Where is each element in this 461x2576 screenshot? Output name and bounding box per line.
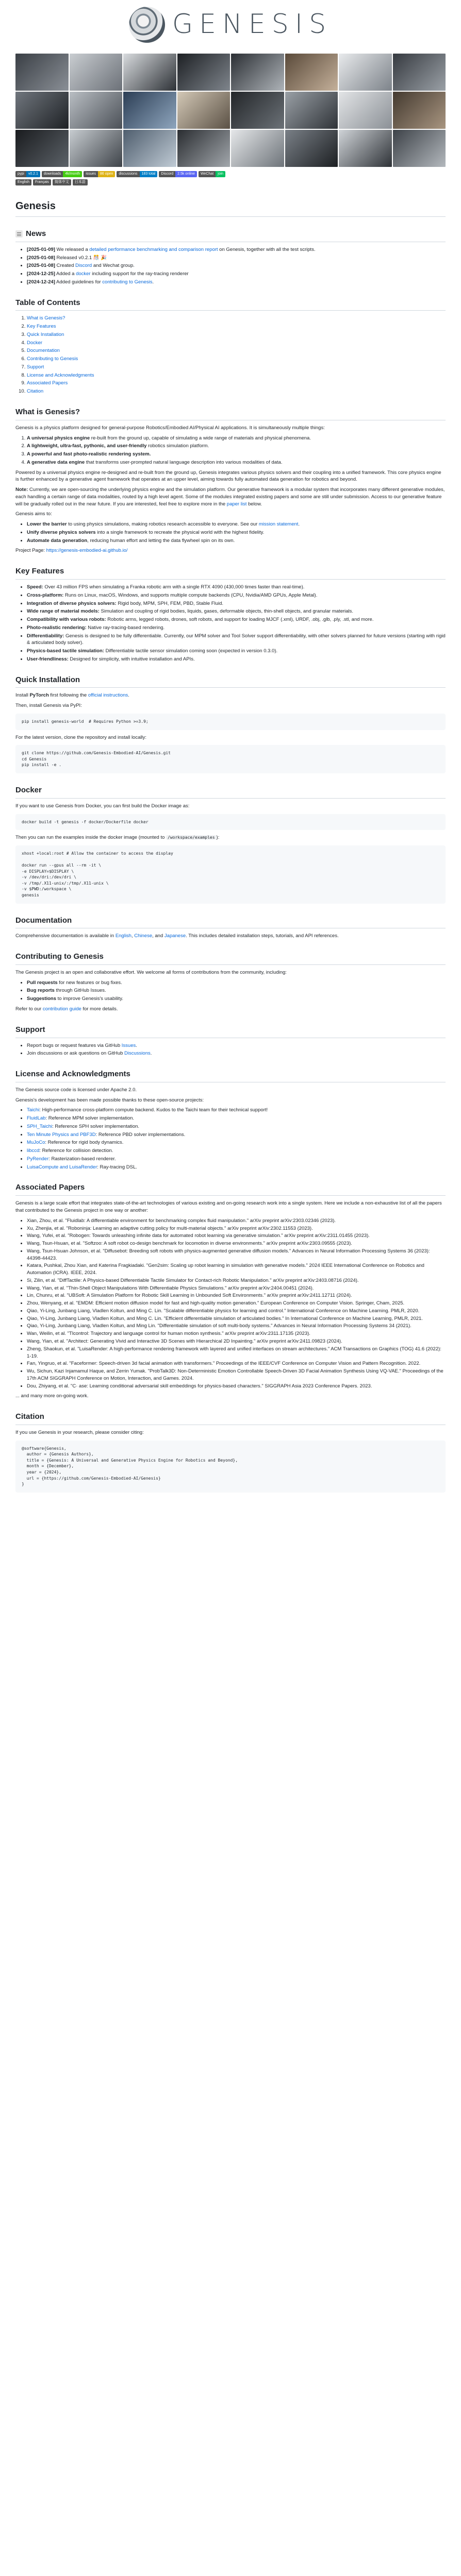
toc-link[interactable]: Support	[27, 364, 44, 370]
support-text: Join discussions or ask questions on GitHub	[27, 1050, 125, 1057]
status-badge[interactable]	[199, 171, 225, 177]
ack-project-link[interactable]: libccd	[27, 1148, 40, 1154]
aims-intro: Genesis aims to:	[15, 511, 52, 517]
aim-text: .	[298, 521, 300, 528]
badge-value: v0.2.1	[26, 171, 40, 177]
feature-item	[27, 656, 446, 663]
docker-heading: Docker	[15, 785, 446, 799]
aim-text: to using physics simulations, making robotics research accessible to everyone. See our	[67, 521, 259, 528]
features-list	[15, 584, 446, 663]
aim-text: into a single framework to recreate the physical world with the highest fidelity.	[95, 529, 265, 535]
toc-item	[27, 388, 446, 395]
feature-item	[27, 592, 446, 599]
what-note	[15, 486, 446, 507]
paper-item: • Qiao, Yi-Ling, Junbang Liang, Vladlen Koltun, and Ming C. Lin. "Efficient differentiable simulation of articulated bodies." In International Conference on Machine Learning, PMLR, 2021.	[27, 1315, 446, 1323]
contrib-text: to improve Genesis's usability.	[56, 996, 123, 1002]
ack-text: : Rasterization-based renderer.	[48, 1156, 116, 1162]
ack-text: : High-performance cross-platform compute backend. Kudos to the Taichi team for their technical support!	[39, 1107, 268, 1113]
ack-item	[27, 1139, 446, 1146]
badge-row	[15, 171, 446, 177]
toc-link[interactable]: Associated Papers	[27, 380, 68, 386]
ack-item	[27, 1107, 446, 1114]
docs-heading: Documentation	[15, 915, 446, 929]
ack-project-link[interactable]: SPH_Taichi	[27, 1123, 53, 1129]
genesis-logo	[15, 0, 446, 49]
paper-item: • Lin, Chunru, et al. "UBSoft: A Simulation Platform for Robotic Skill Learning in Unbounded Soft Environments." arXiv preprint arXiv:2411.12711 (2024).	[27, 1292, 446, 1299]
what-point-title: A generative data engine	[27, 459, 85, 465]
support-item	[27, 1050, 446, 1057]
badge-value: 86 open	[98, 171, 115, 177]
paper-item: • Zheng, Shaokun, et al. "LuisaRender: A high-performance rendering framework with layered and unified interfaces on stream architectures." ACM Transactions on Graphics (TOG) 41.6 (2022): 1-19.	[27, 1346, 446, 1360]
gallery-image	[177, 54, 230, 91]
ack-list	[15, 1107, 446, 1171]
language-links	[15, 179, 446, 185]
news-text: Released v0.2.1 🎊 🎉	[55, 255, 107, 261]
feature-title: Photo-realistic rendering:	[27, 624, 87, 631]
news-text: including support for the ray-tracing renderer	[90, 271, 189, 277]
feature-item	[27, 584, 446, 591]
what-point	[27, 443, 446, 450]
feature-text: Over 43 million FPS when simulating a Franka robotic arm with a single RTX 4090 (430,000 times faster than real-time).	[43, 584, 305, 590]
ack-project-link[interactable]: FluidLab	[27, 1115, 46, 1122]
workspace-path: /workspace/examples	[166, 835, 217, 840]
install-text: first following the	[48, 692, 88, 699]
bibtex-code[interactable]: @software{Genesis, author = {Genesis Authors}, title = {Genesis: A Universal and Generative Physics Engine for Robotics and Beyond}, month = {December}, year = {2024}, url = {https://github.com/Genesis-Embodied-AI/Genesis} }	[15, 1440, 446, 1493]
contrib-text: for new features or bug fixes.	[57, 979, 122, 986]
support-text: .	[136, 1042, 137, 1048]
contribution-guide-link[interactable]: contribution guide	[42, 1006, 81, 1012]
news-link[interactable]: detailed performance benchmarking and comparison report	[89, 246, 218, 252]
news-text: Created	[55, 263, 75, 269]
papers-list	[15, 1217, 446, 1390]
feature-item	[27, 648, 446, 655]
toc-item	[27, 380, 446, 387]
contrib-title: Suggestions	[27, 996, 57, 1002]
what-point	[27, 435, 446, 442]
news-date: [2025-01-09]	[27, 246, 55, 252]
contrib-text: for more details.	[81, 1006, 118, 1012]
gallery-image	[177, 92, 230, 129]
docs-paragraph	[15, 933, 446, 940]
ack-item	[27, 1131, 446, 1139]
badge-value: join	[216, 171, 225, 177]
toc-link[interactable]: Docker	[27, 340, 43, 346]
toc-item	[27, 372, 446, 379]
note-text: Currently, we are open-sourcing the underlying physics engine and the simulation platform. Our generative framework is a modular system that incorporates many different generative modules, each handling a certain range of data modalities, routed by a high level agent. Some of the modules integrated existing papers and some are still under submission. Access to our generative feature will be gradually rolled out in the near future. If you are interested, feel free to explore more in the	[15, 487, 445, 507]
news-list	[15, 246, 446, 286]
toc-item	[27, 340, 446, 347]
status-badge[interactable]	[84, 171, 115, 177]
contrib-item	[27, 987, 446, 994]
contrib-title: Pull requests	[27, 979, 58, 986]
aim-title: Automate data generation	[27, 537, 88, 544]
news-item	[27, 279, 446, 286]
contrib-item	[27, 995, 446, 1003]
support-list	[15, 1042, 446, 1058]
badge-label: Discord	[159, 171, 175, 177]
paper-item: • Katara, Pushkal, Zhou Xian, and Katerina Fragkiadaki. "Gen2sim: Scaling up robot learning in simulation with generative models." 2024 IEEE International Conference on Robotics and Automation (ICRA). IEEE, 2024.	[27, 1262, 446, 1277]
news-text: .	[152, 279, 154, 285]
ack-text: : Reference for rigid body dynamics.	[45, 1140, 124, 1146]
gallery-image	[285, 54, 338, 91]
gallery-image	[339, 54, 392, 91]
news-date: [2025-01-08]	[27, 255, 55, 261]
feature-title: Speed:	[27, 584, 43, 590]
what-point-title: A powerful and fast photo-realistic rendering system.	[27, 451, 151, 457]
feature-text: Differentiable tactile sensor simulation coming soon (expected in version 0.3.0).	[104, 648, 278, 654]
paper-item: • Xian, Zhou, et al. "Fluidlab: A differentiable environment for benchmarking complex fluid manipulation." arXiv preprint arXiv:2303.02346 (2023).	[27, 1217, 446, 1225]
support-text: Report bugs or request features via GitHub	[27, 1042, 122, 1048]
news-text: Added a	[55, 271, 76, 277]
feature-text: Runs on Linux, macOS, Windows, and supports multiple compute backends (CPU, Nvidia/AMD GPUs, Apple Metal).	[63, 592, 318, 598]
papers-intro: Genesis is a large scale effort that integrates state-of-the-art technologies of various existing and on-going research work into a single system. Here we include a non-exhaustive list of all the papers that contributed to the Genesis project in one way or another:	[15, 1200, 442, 1213]
ack-text: : Ray-tracing DSL.	[97, 1164, 137, 1170]
docker-text: Then you can run the examples inside the docker image (mounted to	[15, 835, 167, 841]
docs-text: ,	[131, 933, 135, 939]
gallery-image	[393, 92, 446, 129]
paper-item: • Wang, Yian, et al. "Architect: Generating Vivid and Interactive 3D Scenes with Hierarchical 2D Inpainting." arXiv preprint arXiv:2411.09823 (2024).	[27, 1338, 446, 1345]
docs-chinese-link[interactable]: Chinese	[134, 933, 153, 939]
toc-link[interactable]: Key Features	[27, 324, 56, 330]
news-text: on Genesis, together with all the test scripts.	[218, 246, 316, 252]
paper-item: • Qiao, Yi-Ling, Junbang Liang, Vladlen Koltun, and Ming Lin. "Differentiable simulation of soft multi-body systems." Advances in Neural Information Processing Systems 34 (2021).	[27, 1323, 446, 1330]
gallery-image	[393, 54, 446, 91]
project-page-label: Project Page:	[15, 548, 46, 554]
what-heading: What is Genesis?	[15, 406, 446, 420]
paper-item: • Wang, Yian, et al. "Thin-Shell Object Manipulations With Differentiable Physics Simulations." arXiv preprint arXiv:2404.00451 (2024).	[27, 1285, 446, 1292]
gallery-image	[15, 130, 69, 167]
gallery-image	[393, 130, 446, 167]
aim-item	[27, 529, 446, 536]
paper-item: • Wu, Sichun, Kazi Injamamul Haque, and Zerrin Yumak. "ProbTalk3D: Non-Deterministic Emotion Controllable Speech-Driven 3D Facial Animation Synthesis Using VQ-VAE." Proceedings of the 17th ACM SIGGRAPH Conference on Motion, Interaction, and Games. 2024.	[27, 1368, 446, 1382]
ack-project-link[interactable]: MuJoCo	[27, 1140, 45, 1146]
install-text: .	[128, 692, 129, 699]
paper-item: • Wan, Weilin, et al. "Tlcontrol: Trajectory and language control for human motion synthesis." arXiv preprint arXiv:2311.17135 (2023).	[27, 1330, 446, 1337]
toc-item	[27, 331, 446, 338]
project-page	[15, 547, 446, 554]
badge-label: WeChat	[199, 171, 216, 177]
install-step-3: For the latest version, clone the repository and install locally:	[15, 734, 146, 740]
ack-project-link[interactable]: PyRender	[27, 1156, 49, 1162]
git-clone-code[interactable]: git clone https://github.com/Genesis-Embodied-AI/Genesis.git cd Genesis pip install -e .	[15, 745, 446, 773]
gallery-image	[231, 92, 284, 129]
paper-item: • Dou, Zhiyang, et al. "C· ase: Learning conditional adversarial skill embeddings for physics-based characters." SIGGRAPH Asia 2023 Conference Papers. 2023.	[27, 1383, 446, 1390]
language-link[interactable]: English	[15, 179, 31, 185]
badge-label: pypi	[15, 171, 26, 177]
logo-text: GENESIS	[172, 9, 333, 40]
contrib-list	[15, 979, 446, 1003]
news-text: We released a	[55, 246, 90, 252]
what-point	[27, 451, 446, 458]
project-page-link[interactable]: https://genesis-embodied-ai.github.io/	[46, 548, 128, 554]
feature-item	[27, 624, 446, 632]
pytorch-label: PyTorch	[29, 692, 49, 699]
feature-text: Robotic arms, legged robots, drones, soft robots, and support for loading MJCF (.xml), URDF, .obj, .glb, .ply, .stl, and more.	[106, 617, 374, 623]
gallery-image	[177, 130, 230, 167]
docs-text: Comprehensive documentation is available in	[15, 933, 116, 939]
contrib-guide	[15, 1006, 446, 1013]
ack-item	[27, 1115, 446, 1122]
ack-text: : Reference SPH solver implementation.	[52, 1123, 140, 1129]
feature-text: Native ray-tracing-based rendering.	[86, 624, 165, 631]
papers-heading: Associated Papers	[15, 1182, 446, 1196]
genesis-logo-mark	[129, 7, 165, 43]
gallery-image	[123, 54, 176, 91]
aim-item	[27, 537, 446, 545]
badge-label: discussions	[117, 171, 139, 177]
paper-item: • Qiao, Yi-Ling, Junbang Liang, Vladlen Koltun, and Ming C. Lin. "Scalable differentiable physics for learning and control." International Conference on Machine Learning. PMLR, 2020.	[27, 1308, 446, 1315]
news-date: [2024-12-25]	[27, 271, 55, 277]
feature-text: Simulation and coupling of rigid bodies, liquids, gases, deformable objects, thin-shell objects, and granular materials.	[99, 608, 354, 615]
aim-text: , reducing human effort and letting the data flywheel spin on its own.	[87, 537, 235, 544]
feature-title: User-friendliness:	[27, 656, 69, 662]
support-link[interactable]: Discussions	[124, 1050, 151, 1057]
language-link[interactable]: 日本語	[73, 179, 88, 185]
what-point-text: robotics simulation platform.	[146, 443, 209, 449]
citation-heading: Citation	[15, 1411, 446, 1425]
feature-title: Compatibility with various robots:	[27, 617, 106, 623]
status-badge[interactable]	[159, 171, 197, 177]
support-heading: Support	[15, 1024, 446, 1038]
install-step-1	[15, 692, 446, 699]
note-end: below.	[246, 501, 262, 507]
feature-item	[27, 600, 446, 607]
gallery-image	[339, 92, 392, 129]
paper-item: • Zhou, Wenyang, et al. "EMDM: Efficient motion diffusion model for fast and high-quality motion generation." European Conference on Computer Vision. Springer, Cham, 2025.	[27, 1300, 446, 1307]
install-heading: Quick Installation	[15, 674, 446, 688]
language-link[interactable]: 简体中文	[53, 179, 71, 185]
toc-list	[15, 315, 446, 395]
paper-item: • Wang, Tsun-Hsuan, et al. "Softzoo: A soft robot co-design benchmark for locomotion in diverse environments." arXiv preprint arXiv:2303.09555 (2023).	[27, 1240, 446, 1247]
toc-heading: Table of Contents	[15, 297, 446, 311]
docker-text: ):	[216, 835, 220, 841]
ack-project-link[interactable]: LuisaCompute and LuisaRender	[27, 1164, 97, 1170]
features-heading: Key Features	[15, 566, 446, 580]
official-instructions-link[interactable]: official instructions	[88, 692, 128, 699]
install-step-2: Then, install Genesis via PyPI:	[15, 703, 82, 709]
ack-project-link[interactable]: Taichi	[27, 1107, 40, 1113]
support-text: .	[150, 1050, 152, 1057]
what-point-text: re-built from the ground up, capable of simulating a wide range of materials and physical phenomena.	[90, 435, 311, 441]
docker-build-code[interactable]: docker build -t genesis -f docker/Dockerfile docker	[15, 814, 446, 831]
ack-item	[27, 1123, 446, 1130]
page-title: Genesis	[15, 199, 446, 217]
newspaper-icon	[15, 230, 23, 238]
toc-item	[27, 364, 446, 371]
what-point-text: that transforms user-prompted natural language description into various modalities of data.	[85, 459, 283, 465]
language-link[interactable]: Français	[33, 179, 51, 185]
toc-item	[27, 347, 446, 354]
teaser-gallery	[15, 54, 446, 167]
paper-list-link[interactable]: paper list	[226, 501, 247, 507]
ack-item	[27, 1156, 446, 1163]
aims-list	[15, 521, 446, 544]
news-item	[27, 255, 446, 262]
contrib-text: through GitHub Issues.	[54, 988, 106, 994]
badge-value: 183 total	[140, 171, 158, 177]
news-item	[27, 262, 446, 269]
install-text: Install	[15, 692, 30, 699]
paper-item: • Fan, Yingruo, et al. "Faceformer: Speech-driven 3d facial animation with transformers." Proceedings of the IEEE/CVF Conference on Computer Vision and Pattern Recognition. 2022.	[27, 1360, 446, 1367]
docs-text: , and	[152, 933, 164, 939]
ack-text: : Reference PBD solver implementations.	[95, 1131, 186, 1138]
what-point	[27, 459, 446, 466]
news-heading-text: News	[26, 229, 46, 238]
feature-text: Genesis is designed to be fully differentiable. Currently, our MPM solver and Tool Solver support differentiability, with other solvers planned for future versions (starting with rigid & articulated body solver).	[27, 633, 446, 646]
aim-item	[27, 521, 446, 528]
gallery-image	[70, 54, 123, 91]
ack-text: : Reference MPM solver implementation.	[45, 1115, 135, 1122]
feature-title: Integration of diverse physics solvers:	[27, 600, 117, 606]
aim-title: Lower the barrier	[27, 521, 67, 528]
what-paragraph: Powered by a universal physics engine re-designed and re-built from the ground up, Genesis integrates various physics solvers and their coupling into a unified framework. This core physics engine is further enhanced by a generative agent framework that operates at an upper level, aiming towards fully automated data generation for robotics and beyond.	[15, 469, 441, 483]
contrib-title: Bug reports	[27, 988, 55, 994]
toc-item	[27, 323, 446, 330]
gallery-image	[15, 92, 69, 129]
news-item	[27, 270, 446, 278]
badge-label: downloads	[42, 171, 63, 177]
contrib-intro: The Genesis project is an open and collaborative effort. We welcome all forms of contributions from the community, including:	[15, 969, 287, 975]
news-item	[27, 246, 446, 253]
news-heading	[15, 228, 446, 242]
news-date: [2025-01-08]	[27, 263, 55, 269]
news-link[interactable]: contributing to Genesis	[102, 279, 153, 285]
gallery-image	[123, 92, 176, 129]
news-text: Added guidelines for	[55, 279, 103, 285]
gallery-image	[123, 130, 176, 167]
docker-intro: If you want to use Genesis from Docker, you can first build the Docker image as:	[15, 803, 190, 809]
gallery-image	[285, 130, 338, 167]
contrib-item	[27, 979, 446, 987]
badge-value: 4k/month	[63, 171, 82, 177]
license-heading: License and Acknowledgments	[15, 1069, 446, 1082]
mission-statement-link[interactable]: mission statement	[258, 521, 299, 528]
docs-text: . This includes detailed installation steps, tutorials, and API references.	[186, 933, 339, 939]
paper-item: • Xu, Zhenjia, et al. "Roboninja: Learning an adaptive cutting policy for multi-material objects." arXiv preprint arXiv:2302.11553 (2023).	[27, 1225, 446, 1232]
feature-item	[27, 616, 446, 623]
gallery-image	[231, 130, 284, 167]
feature-text: Designed for simplicity, with intuitive installation and APIs.	[68, 656, 195, 662]
docker-run-code[interactable]: xhost +local:root # Allow the container to access the display docker run --gpus all --rm -it \ -e DISPLAY=$DISPLAY \ -v /dev/dri:/dev/dri \ -v /tmp/.X11-unix/:/tmp/.X11-unix \ -v $PWD:/workspace \ genesis	[15, 845, 446, 904]
gallery-image	[70, 92, 123, 129]
badge-value: 2.5k online	[175, 171, 197, 177]
note-label: Note:	[15, 487, 28, 493]
gallery-image	[70, 130, 123, 167]
ack-intro: Genesis's development has been made possible thanks to these open-source projects:	[15, 1097, 204, 1103]
gallery-image	[231, 54, 284, 91]
feature-title: Cross-platform:	[27, 592, 64, 598]
license-text: The Genesis source code is licensed under Apache 2.0.	[15, 1087, 137, 1093]
docs-english-link[interactable]: English	[115, 933, 131, 939]
aim-title: Unify diverse physics solvers	[27, 529, 96, 535]
gallery-image	[15, 54, 69, 91]
docker-run-intro	[15, 834, 446, 841]
citation-intro: If you use Genesis in your research, please consider citing:	[15, 1429, 144, 1435]
what-intro: Genesis is a physics platform designed for general-purpose Robotics/Embodied AI/Physical AI applications. It is simultaneously multiple things:	[15, 425, 325, 431]
toc-link[interactable]: Quick Installation	[27, 331, 64, 337]
toc-link[interactable]: Citation	[27, 388, 44, 395]
docs-japanese-link[interactable]: Japanese	[164, 933, 186, 939]
toc-link[interactable]: What is Genesis?	[27, 315, 65, 321]
pip-install-code[interactable]: pip install genesis-world # Requires Python >=3.9;	[15, 714, 446, 730]
paper-item: • Wang, Tsun-Hsuan Johnson, et al. "Diffusebot: Breeding soft robots with physics-augmented generative diffusion models." Advances in Neural Information Processing Systems 36 (2023): 44398-44423.	[27, 1248, 446, 1262]
paper-item: • Wang, Yufei, et al. "Robogen: Towards unleashing infinite data for automated robot learning via generative simulation." arXiv preprint arXiv:2311.01455 (2023).	[27, 1232, 446, 1240]
ack-text: : Reference for collision detection.	[39, 1148, 113, 1154]
feature-title: Physics-based tactile simulation:	[27, 648, 104, 654]
what-point-title: A universal physics engine	[27, 435, 90, 441]
toc-link[interactable]: License and Acknowledgments	[27, 372, 94, 378]
toc-item	[27, 315, 446, 322]
what-points	[15, 435, 446, 466]
news-link[interactable]: docker	[76, 271, 91, 277]
ack-item	[27, 1147, 446, 1155]
status-badge[interactable]	[42, 171, 82, 177]
ack-project-link[interactable]: Ten Minute Physics and PBF3D	[27, 1131, 96, 1138]
news-link[interactable]: Discord	[75, 263, 92, 269]
news-text: and Wechat group.	[92, 263, 135, 269]
gallery-image	[285, 92, 338, 129]
support-item	[27, 1042, 446, 1049]
contrib-text: Refer to our	[15, 1006, 43, 1012]
feature-item	[27, 633, 446, 647]
toc-link[interactable]: Contributing to Genesis	[27, 356, 78, 362]
what-point-title: A lightweight, ultra-fast, pythonic, and user-friendly	[27, 443, 147, 449]
paper-item: • Si, Zilin, et al. "DiffTactile: A Physics-based Differentiable Tactile Simulator for Contact-rich Robotic Manipulation." arXiv preprint arXiv:2403.08716 (2024).	[27, 1277, 446, 1284]
gallery-image	[339, 130, 392, 167]
support-link[interactable]: Issues	[121, 1042, 136, 1048]
papers-more: ... and many more on-going work.	[15, 1393, 89, 1399]
status-badge[interactable]	[15, 171, 40, 177]
badge-label: issues	[84, 171, 98, 177]
toc-link[interactable]: Documentation	[27, 348, 60, 354]
status-badge[interactable]	[117, 171, 157, 177]
news-date: [2024-12-24]	[27, 279, 55, 285]
contrib-heading: Contributing to Genesis	[15, 951, 446, 965]
feature-text: Rigid body, MPM, SPH, FEM, PBD, Stable Fluid.	[116, 600, 224, 606]
ack-item	[27, 1164, 446, 1171]
feature-title: Wide range of material models:	[27, 608, 100, 615]
toc-item	[27, 355, 446, 363]
feature-title: Differentiability:	[27, 633, 64, 639]
feature-item	[27, 608, 446, 615]
